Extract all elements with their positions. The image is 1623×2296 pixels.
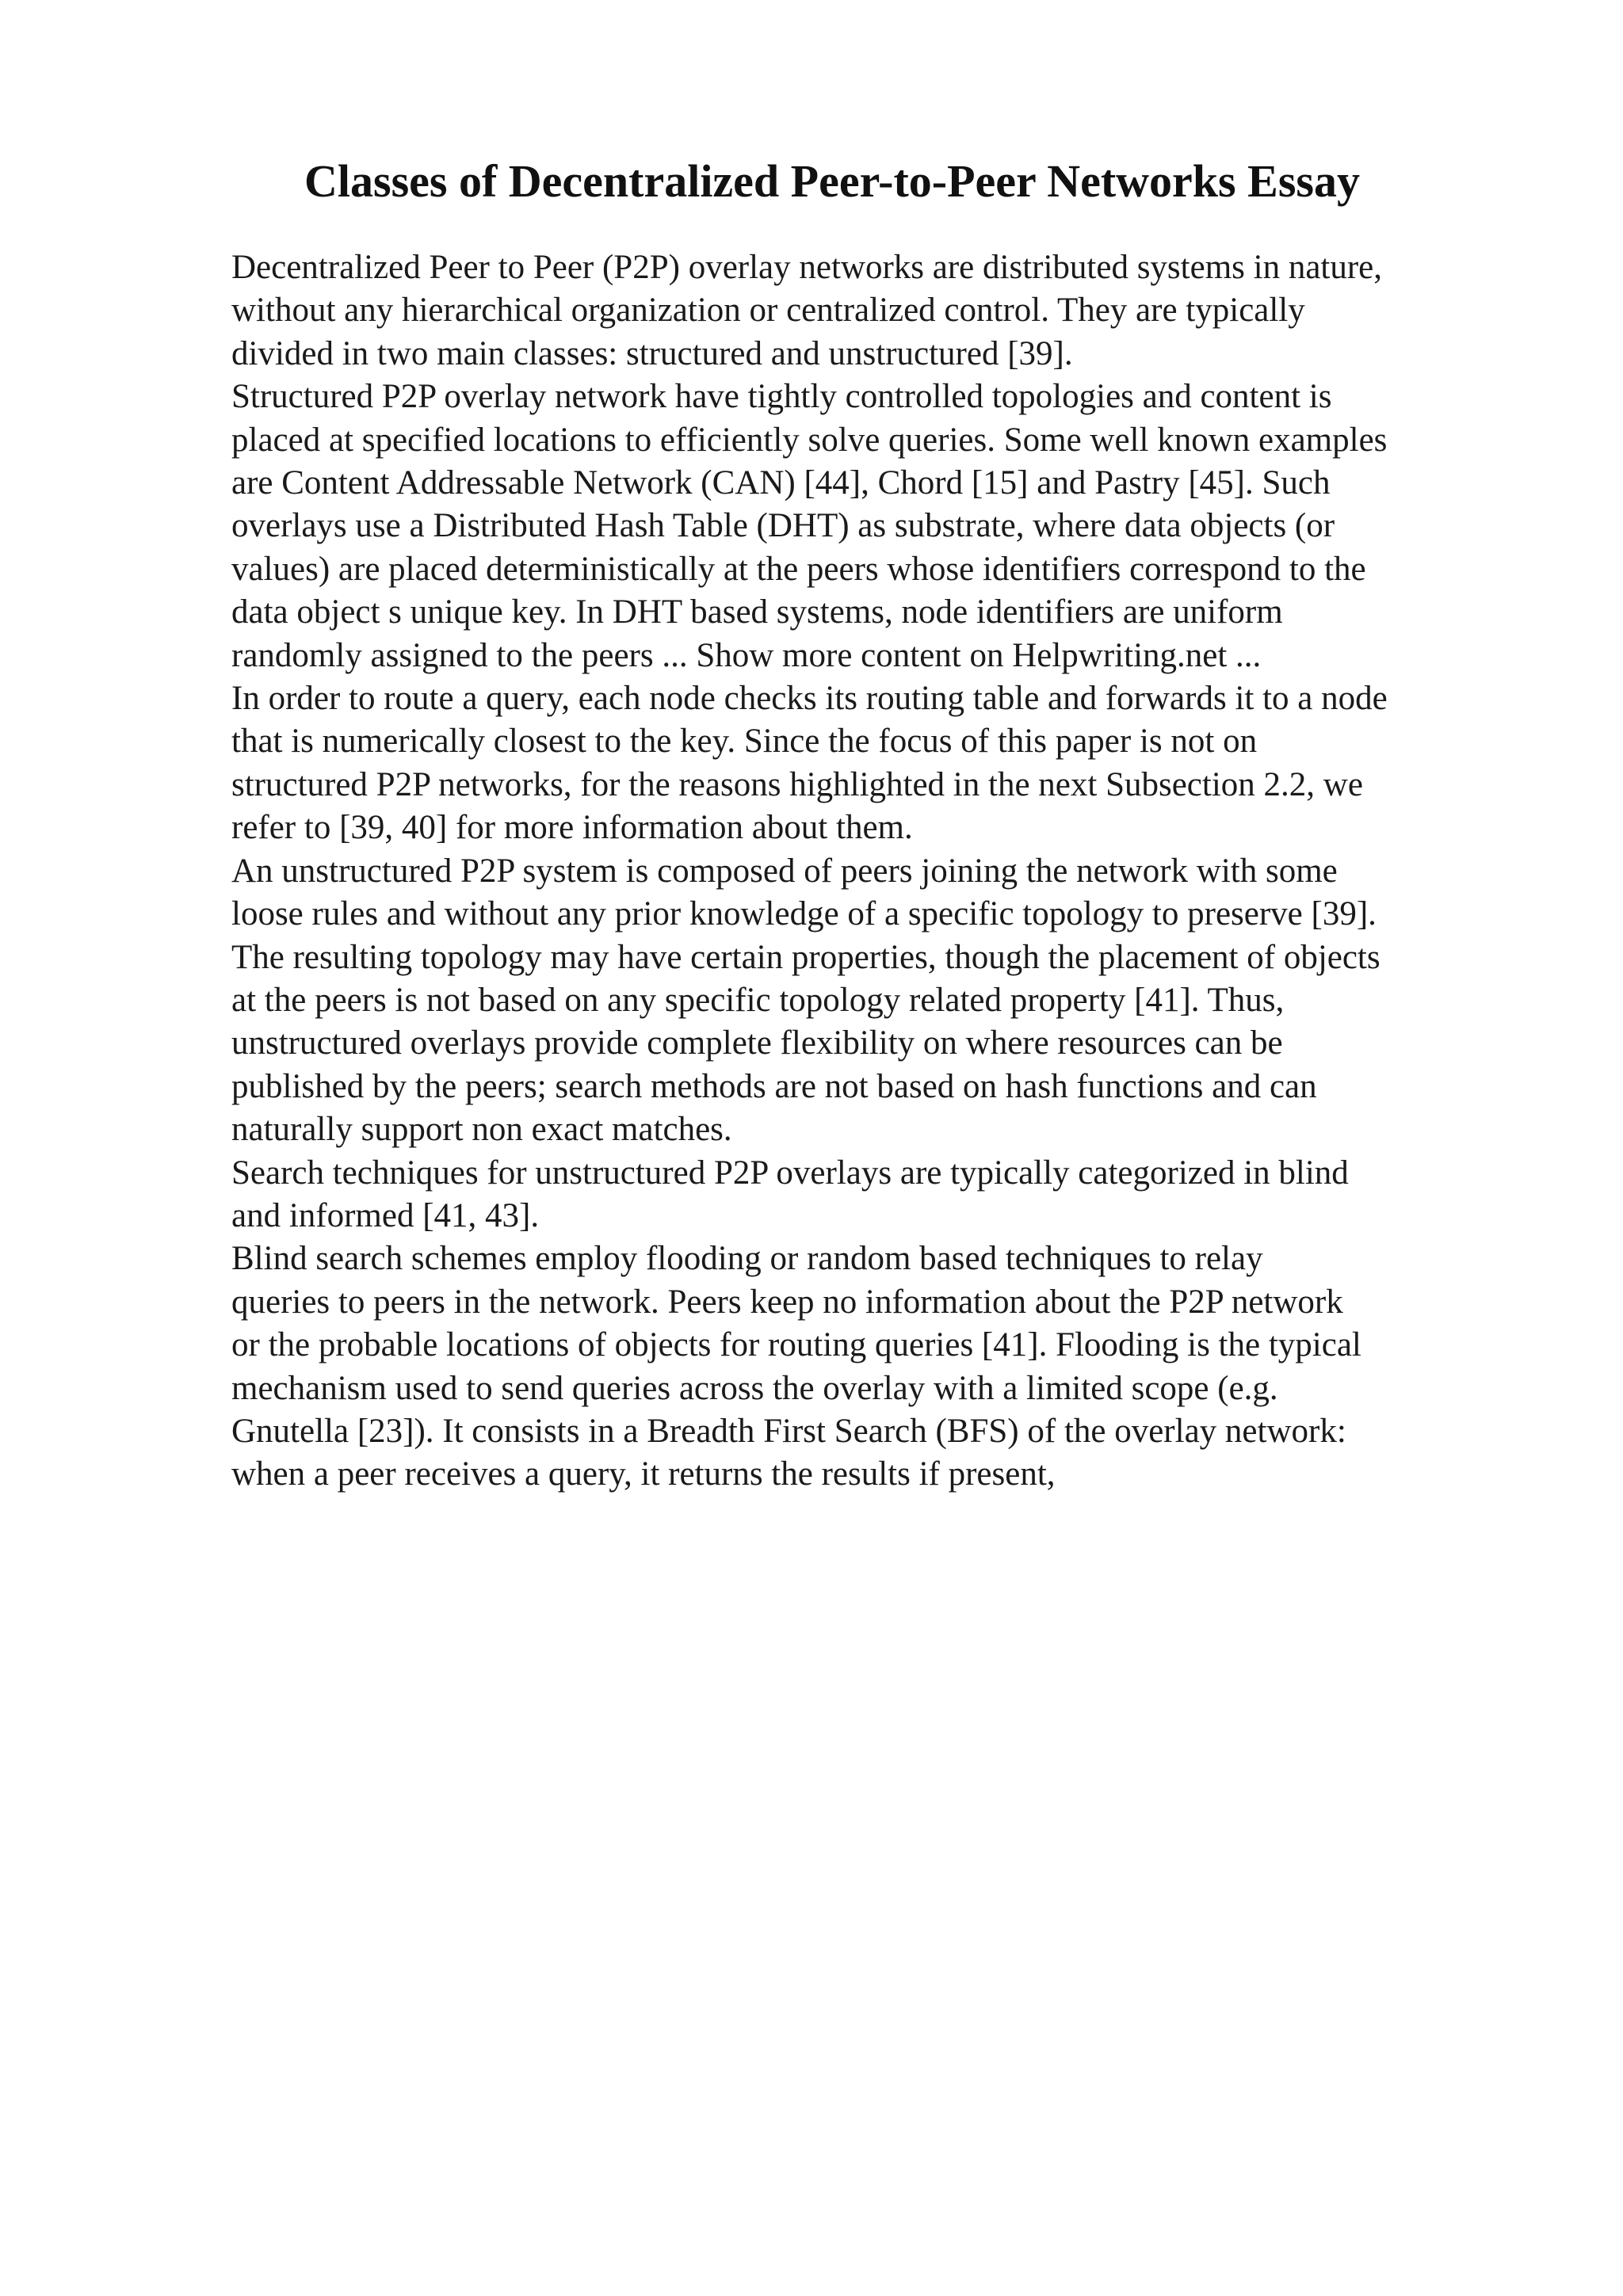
- text-line: refer to [39, 40] for more information about them.: [231, 809, 913, 847]
- text-line: Search techniques for unstructured P2P overlays are typically categorized in blind: [231, 1154, 1349, 1192]
- text-line: loose rules and without any prior knowledge of a specific topology to preserve [39].: [231, 895, 1377, 933]
- text-line: Decentralized Peer to Peer (P2P) overlay networks are distributed systems in nature,: [231, 249, 1383, 286]
- text-line: randomly assigned to the peers ... Show more content on Helpwriting.net ...: [231, 636, 1262, 674]
- document-body: [231, 246, 1499, 1497]
- text-line: published by the peers; search methods are not based on hash functions and can: [231, 1067, 1317, 1105]
- text-line: Gnutella [23]). It consists in a Breadth First Search (BFS) of the overlay network:: [231, 1412, 1346, 1450]
- text-line: The resulting topology may have certain properties, though the placement of objects: [231, 938, 1381, 976]
- text-line: In order to route a query, each node checks its routing table and forwards it to a node: [231, 680, 1388, 718]
- text-line: overlays use a Distributed Hash Table (DHT) as substrate, where data objects (or: [231, 507, 1335, 545]
- text-line: An unstructured P2P system is composed of peers joining the network with some: [231, 852, 1338, 890]
- text-line: unstructured overlays provide complete flexibility on where resources can be: [231, 1024, 1283, 1062]
- text-line: that is numerically closest to the key. Since the focus of this paper is not on: [231, 723, 1258, 761]
- text-line: without any hierarchical organization or centralized control. They are typically: [231, 292, 1305, 330]
- text-line: at the peers is not based on any specific topology related property [41]. Thus,: [231, 981, 1285, 1019]
- text-line: Structured P2P overlay network have tightly controlled topologies and content is: [231, 378, 1332, 416]
- text-line: data object s unique key. In DHT based systems, node identifiers are uniform: [231, 593, 1283, 631]
- text-line: structured P2P networks, for the reasons highlighted in the next Subsection 2.2, we: [231, 765, 1363, 803]
- text-line: mechanism used to send queries across the overlay with a limited scope (e.g.: [231, 1369, 1278, 1407]
- text-line: queries to peers in the network. Peers keep no information about the P2P network: [231, 1283, 1343, 1321]
- text-line: values) are placed deterministically at the peers whose identifiers correspond to the: [231, 550, 1366, 588]
- document-title: Classes of Decentralized Peer-to-Peer Networks Essay: [304, 155, 1360, 207]
- text-line: divided in two main classes: structured and unstructured [39].: [231, 334, 1073, 372]
- text-line: Blind search schemes employ flooding or random based techniques to relay: [231, 1240, 1263, 1278]
- text-line: or the probable locations of objects for routing queries [41]. Flooding is the typical: [231, 1326, 1361, 1364]
- text-line: and informed [41, 43].: [231, 1196, 540, 1234]
- text-line: are Content Addressable Network (CAN) [44], Chord [15] and Pastry [45]. Such: [231, 464, 1331, 502]
- text-line: when a peer receives a query, it returns the results if present,: [231, 1455, 1056, 1493]
- text-line: placed at specified locations to efficiently solve queries. Some well known examples: [231, 421, 1388, 459]
- text-line: naturally support non exact matches.: [231, 1111, 732, 1149]
